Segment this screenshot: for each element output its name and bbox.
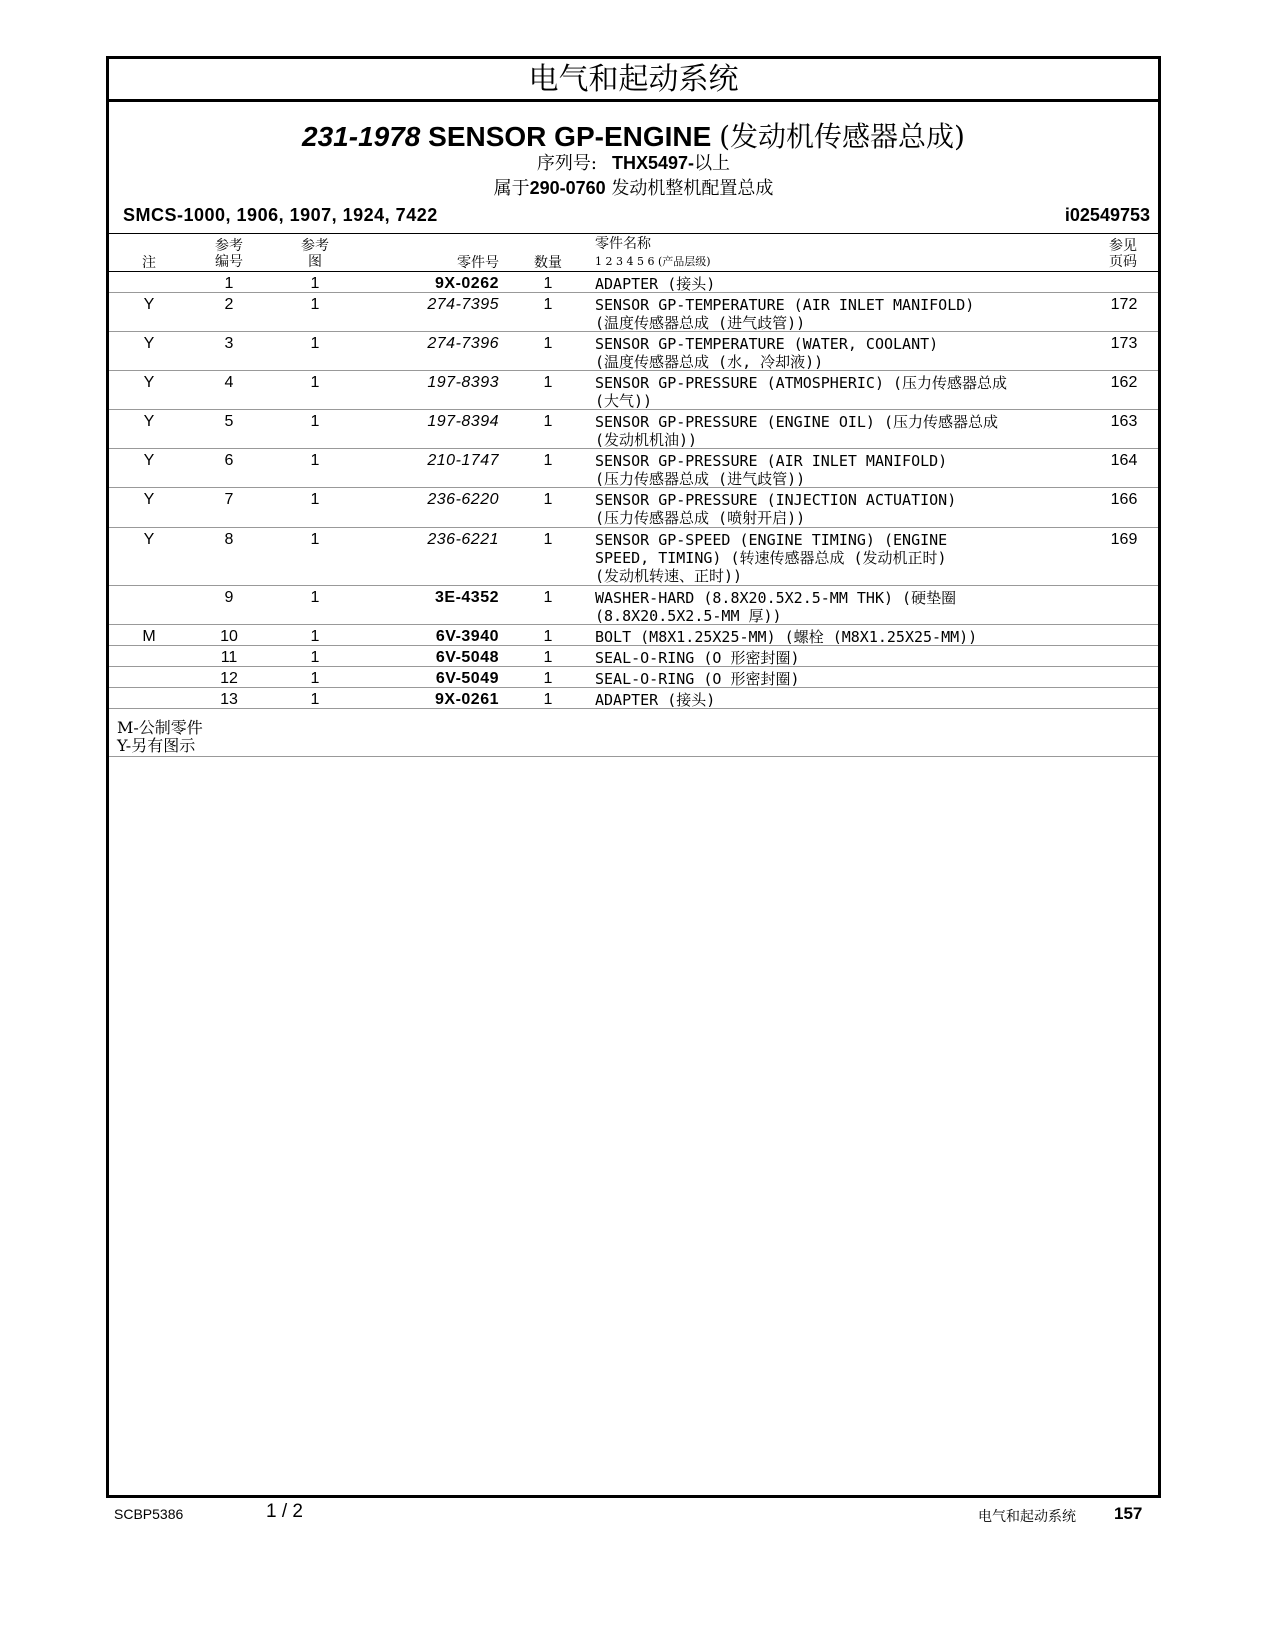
row-quantity: 1 <box>543 628 553 645</box>
footer-sheet: 1 / 2 <box>266 1501 303 1522</box>
row-quantity: 1 <box>543 670 553 687</box>
row-part-number: 9X-0262 <box>435 275 499 292</box>
row-ref-number: 2 <box>224 296 234 313</box>
row-note: Y <box>143 296 155 313</box>
header-page-top: 参见 <box>1109 238 1137 254</box>
row-part-name: ADAPTER (接头) <box>595 691 716 709</box>
header-fig <box>293 238 337 270</box>
row-part-number: 236-6220 <box>427 491 499 508</box>
row-part-name: ADAPTER (接头) <box>595 275 716 293</box>
footer-doc-id: SCBP5386 <box>114 1506 184 1522</box>
header-fig-top: 参考 <box>301 238 329 254</box>
row-figure: 1 <box>310 628 320 645</box>
row-part-name: SEAL-O-RING (O 形密封圈) <box>595 649 800 667</box>
footer-page-number: 157 <box>1114 1504 1143 1523</box>
header-ref <box>207 238 251 270</box>
row-part-number: 6V-5049 <box>435 670 499 687</box>
row-page-ref[interactable]: 169 <box>1110 531 1138 548</box>
row-ref-number: 5 <box>224 413 234 430</box>
header-ref-bottom: 编号 <box>215 254 243 270</box>
legend-item: M-公制零件 <box>117 718 203 737</box>
row-ref-number: 10 <box>220 628 238 645</box>
row-quantity: 1 <box>543 589 553 606</box>
header-fig-bottom: 图 <box>308 254 322 270</box>
row-ref-number: 11 <box>220 649 238 666</box>
table-row <box>109 667 1158 688</box>
row-ref-number: 1 <box>224 275 234 292</box>
row-note: Y <box>143 491 155 508</box>
legend <box>117 719 203 755</box>
row-note: Y <box>143 452 155 469</box>
group-name-cn: (发动机传感器总成) <box>719 120 965 153</box>
row-part-number: 197-8393 <box>427 374 499 391</box>
row-figure: 1 <box>310 296 320 313</box>
smcs-codes: SMCS-1000, 1906, 1907, 1924, 7422 <box>123 205 438 225</box>
row-ref-number: 13 <box>220 691 238 708</box>
table-row <box>109 625 1158 646</box>
row-part-number: 197-8394 <box>427 413 499 430</box>
row-ref-number: 7 <box>224 491 234 508</box>
legend-item: Y-另有图示 <box>117 736 196 755</box>
row-ref-number: 6 <box>224 452 234 469</box>
row-ref-number: 4 <box>224 374 234 391</box>
row-part-name: SENSOR GP-PRESSURE (INJECTION ACTUATION) (压力传感器总成 (喷射开启)) <box>595 491 957 527</box>
belongs-desc: 发动机整机配置总成 <box>605 178 774 199</box>
row-part-number: 9X-0261 <box>435 691 499 708</box>
serial-label: 序列号: <box>536 153 597 174</box>
row-quantity: 1 <box>543 335 553 352</box>
row-part-number: 274-7395 <box>427 296 499 313</box>
row-quantity: 1 <box>543 452 553 469</box>
group-part-number: 231-1978 <box>302 121 421 152</box>
row-part-name: SENSOR GP-PRESSURE (ATMOSPHERIC) (压力传感器总成 (大气)) <box>595 374 1008 410</box>
row-figure: 1 <box>310 335 320 352</box>
row-part-number: 274-7396 <box>427 335 499 352</box>
row-figure: 1 <box>310 275 320 292</box>
row-quantity: 1 <box>543 491 553 508</box>
table-row <box>109 528 1158 586</box>
table-row <box>109 586 1158 625</box>
row-page-ref[interactable]: 172 <box>1110 296 1138 313</box>
row-note: M <box>142 628 156 645</box>
legend-rule <box>109 756 1158 757</box>
row-figure: 1 <box>310 374 320 391</box>
row-figure: 1 <box>310 649 320 666</box>
row-part-name: SENSOR GP-PRESSURE (ENGINE OIL) (压力传感器总成 (发动机机油)) <box>595 413 999 449</box>
header-name-levels: 1 2 3 4 5 6 (产品层级) <box>595 255 711 268</box>
row-part-name: SENSOR GP-TEMPERATURE (WATER, COOLANT) (温度传感器总成 (水, 冷却液)) <box>595 335 939 371</box>
header-name <box>595 236 711 270</box>
row-figure: 1 <box>310 413 320 430</box>
row-figure: 1 <box>310 691 320 708</box>
row-quantity: 1 <box>543 374 553 391</box>
row-page-ref[interactable]: 162 <box>1110 374 1138 391</box>
row-part-number: 6V-5048 <box>435 649 499 666</box>
header-name-top: 零件名称 <box>595 236 651 252</box>
row-part-name: SENSOR GP-TEMPERATURE (AIR INLET MANIFOLD) (温度传感器总成 (进气歧管)) <box>595 296 975 332</box>
table-row <box>109 410 1158 449</box>
table-row <box>109 293 1158 332</box>
row-figure: 1 <box>310 670 320 687</box>
group-name: SENSOR GP-ENGINE <box>428 121 712 152</box>
table-row <box>109 488 1158 528</box>
row-part-name: WASHER-HARD (8.8X20.5X2.5-MM THK) (硬垫圈 (8.8X20.5X2.5-MM 厚)) <box>595 589 957 625</box>
row-note: Y <box>143 335 155 352</box>
header-note: 注 <box>142 255 156 271</box>
row-quantity: 1 <box>543 413 553 430</box>
row-ref-number: 8 <box>224 531 234 548</box>
belongs-line <box>109 174 1158 200</box>
belongs-part-number: 290-0760 <box>529 178 606 198</box>
row-part-name: BOLT (M8X1.25X25-MM) (螺栓 (M8X1.25X25-MM)) <box>595 628 978 646</box>
row-part-number: 3E-4352 <box>435 589 499 606</box>
row-part-name: SENSOR GP-SPEED (ENGINE TIMING) (ENGINE SPEED, TIMING) (转速传感器总成 (发动机正时) (发动机转速、正时)) <box>595 531 948 585</box>
row-ref-number: 12 <box>220 670 238 687</box>
table-row <box>109 449 1158 488</box>
header-ref-top: 参考 <box>215 238 243 254</box>
section-title: 电气和起动系统 <box>109 59 1158 102</box>
header-top-rule <box>109 233 1158 234</box>
header-page <box>1101 238 1145 270</box>
serial-line <box>109 149 1158 175</box>
table-row <box>109 371 1158 410</box>
row-part-number: 210-1747 <box>427 452 499 469</box>
illustration-id: i02549753 <box>1064 205 1150 225</box>
row-quantity: 1 <box>543 691 553 708</box>
row-figure: 1 <box>310 589 320 606</box>
serial-value: THX5497- <box>612 153 695 173</box>
row-page-ref[interactable]: 166 <box>1110 491 1138 508</box>
footer-section: 电气和起动系统 <box>978 1509 1076 1525</box>
row-quantity: 1 <box>543 296 553 313</box>
row-note: Y <box>143 374 155 391</box>
header-part-no: 零件号 <box>457 255 499 271</box>
header-page-bottom: 页码 <box>1109 254 1137 270</box>
row-ref-number: 3 <box>224 335 234 352</box>
page-frame <box>106 56 1161 1498</box>
row-page-ref[interactable]: 173 <box>1110 335 1138 352</box>
row-quantity: 1 <box>543 649 553 666</box>
table-row <box>109 646 1158 667</box>
row-ref-number: 9 <box>224 589 234 606</box>
row-part-number: 236-6221 <box>427 531 499 548</box>
table-row <box>109 272 1158 293</box>
belongs-prefix: 属于 <box>493 178 530 199</box>
table-row <box>109 688 1158 709</box>
header-qty: 数量 <box>534 255 562 271</box>
row-figure: 1 <box>310 531 320 548</box>
row-figure: 1 <box>310 491 320 508</box>
row-note: Y <box>143 413 155 430</box>
table-row <box>109 332 1158 371</box>
row-figure: 1 <box>310 452 320 469</box>
row-part-name: SEAL-O-RING (O 形密封圈) <box>595 670 800 688</box>
row-quantity: 1 <box>543 275 553 292</box>
row-page-ref[interactable]: 164 <box>1110 452 1138 469</box>
row-note: Y <box>143 531 155 548</box>
row-part-number: 6V-3940 <box>435 628 499 645</box>
row-quantity: 1 <box>543 531 553 548</box>
row-page-ref[interactable]: 163 <box>1110 413 1138 430</box>
row-part-name: SENSOR GP-PRESSURE (AIR INLET MANIFOLD) (压力传感器总成 (进气歧管)) <box>595 452 948 488</box>
serial-suffix: 以上 <box>694 153 731 174</box>
